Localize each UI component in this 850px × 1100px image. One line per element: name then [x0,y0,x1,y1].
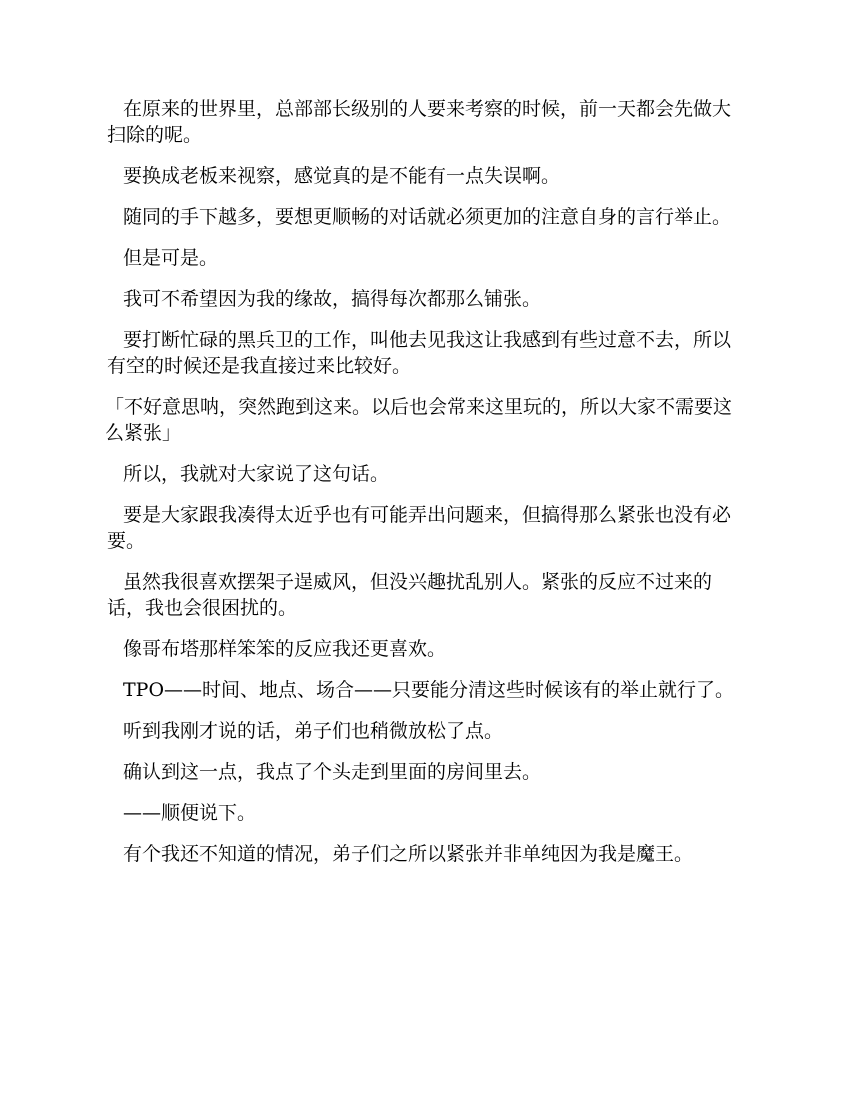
paragraph: TPO——时间、地点、场合——只要能分清这些时候该有的举止就行了。 [123,679,735,701]
paragraph: 要打断忙碌的黑兵卫的工作，叫他去见我这让我感到有些过意不去，所以有空的时候还是我直接过来比较好。 [107,329,732,377]
paragraph: 虽然我很喜欢摆架子逞威风，但没兴趣扰乱别人。紧张的反应不过来的话，我也会很困扰的。 [107,571,713,619]
paragraph: 但是可是。 [123,247,219,269]
paragraph: 确认到这一点，我点了个头走到里面的房间里去。 [123,761,542,783]
paragraph: ——顺便说下。 [123,802,257,824]
paragraph: 听到我刚才说的话，弟子们也稍微放松了点。 [123,720,504,742]
paragraph: 所以，我就对大家说了这句话。 [123,463,390,485]
paragraph: 有个我还不知道的情况，弟子们之所以紧张并非单纯因为我是魔王。 [123,843,694,865]
paragraph: 要是大家跟我凑得太近乎也有可能弄出问题来，但搞得那么紧张也没有必要。 [107,504,732,552]
paragraph: 在原来的世界里，总部部长级别的人要来考察的时候，前一天都会先做大扫除的呢。 [107,98,732,146]
paragraph: 随同的手下越多，要想更顺畅的对话就必须更加的注意自身的言行举止。 [123,206,732,228]
dialogue-paragraph: 「不好意思呐，突然跑到这来。以后也会常来这里玩的，所以大家不需要这么紧张」 [105,396,733,444]
paragraph: 要换成老板来视察，感觉真的是不能有一点失误啊。 [123,165,561,187]
paragraph: 像哥布塔那样笨笨的反应我还更喜欢。 [123,638,447,660]
document-page [107,96,747,882]
paragraph: 我可不希望因为我的缘故，搞得每次都那么铺张。 [123,288,542,310]
